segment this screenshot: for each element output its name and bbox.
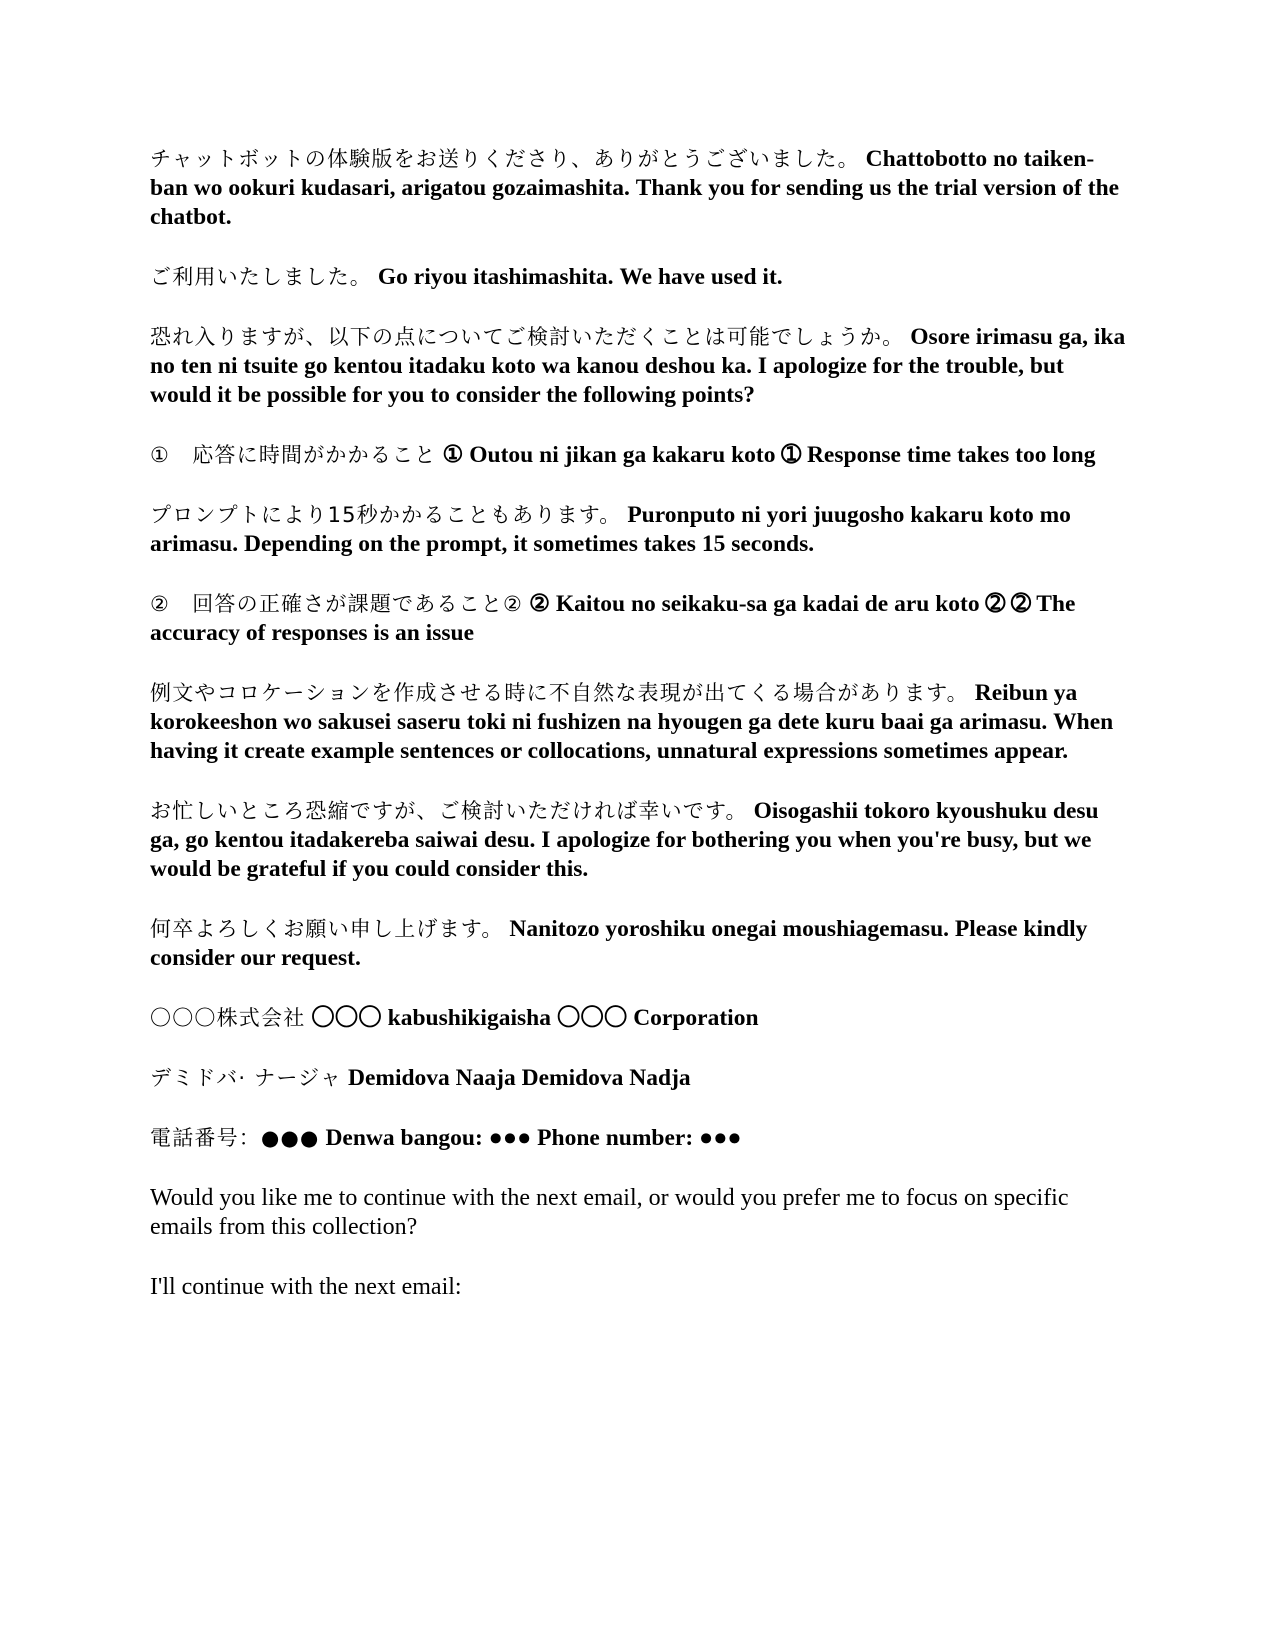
paragraph-point-1-response-time: [150, 441, 1130, 470]
paragraph-kind-regards: [150, 915, 1130, 973]
japanese-text: 〇〇〇株式会社: [150, 1006, 306, 1030]
romaji-text: Demidova Naaja: [347, 1065, 516, 1091]
signature-phone: [150, 1124, 1130, 1153]
english-text: Phone number: ●●●: [537, 1125, 742, 1151]
japanese-text: ご利用いたしました。: [150, 265, 372, 289]
paragraph-thanks-trial: [150, 145, 1130, 232]
romaji-text: ② Kaitou no seikaku-sa ga kadai de aru koto ➁: [528, 591, 1006, 617]
english-text: Please kindly consider our request.: [150, 916, 1088, 971]
continue-note: I'll continue with the next email:: [150, 1274, 462, 1300]
paragraph-used-it: [150, 263, 1130, 292]
paragraph-unnatural-expressions: [150, 679, 1130, 766]
japanese-text: チャットボットの体験版をお送りくださり、ありがとうございました。: [150, 147, 860, 171]
romaji-text: Nanitozo yoroshiku onegai moushiagemasu.: [509, 916, 950, 942]
romaji-text: Oisogashii tokoro kyoushuku desu ga, go kentou itadakereba saiwai desu.: [150, 798, 1099, 853]
romaji-text: 〇〇〇 kabushikigaisha: [311, 1005, 551, 1031]
romaji-text: Chattobotto no taiken-ban wo ookuri kudasari, arigatou gozaimashita.: [150, 146, 1095, 201]
romaji-text: Denwa bangou: ●●●: [325, 1125, 532, 1151]
email-translation-body: [150, 145, 1130, 1333]
english-text: Demidova Nadja: [521, 1065, 691, 1091]
japanese-text: 電話番号：●●●: [150, 1126, 320, 1150]
japanese-text: 恐れ入りますが、以下の点についてご検討いただくことは可能でしょうか。: [150, 325, 905, 349]
signature-name: [150, 1064, 1130, 1093]
english-text: When having it create example sentences or collocations, unnatural expressions sometimes appear.: [150, 709, 1114, 764]
closing-question: Would you like me to continue with the next email, or would you prefer me to focus on specific emails from this collection?: [150, 1185, 1069, 1240]
romaji-text: ① Outou ni jikan ga kakaru koto: [442, 442, 776, 468]
romaji-text: Reibun ya korokeeshon wo sakusei saseru toki ni fushizen na hyougen ga dete kuru baai ga arimasu.: [150, 680, 1078, 735]
romaji-text: Go riyou itashimashita.: [377, 264, 614, 290]
japanese-text: ① 応答に時間がかかること: [150, 443, 437, 467]
english-text: Thank you for sending us the trial version of the chatbot.: [150, 175, 1120, 230]
japanese-text: お忙しいところ恐縮ですが、ご検討いただければ幸いです。: [150, 799, 748, 823]
paragraph-point-2-accuracy: [150, 590, 1130, 648]
japanese-text: ② 回答の正確さが課題であること②: [150, 592, 524, 616]
paragraph-prompt-15-seconds: [150, 501, 1130, 559]
paragraph-apology-busy: [150, 797, 1130, 884]
english-text: ➀ Response time takes too long: [781, 442, 1096, 468]
english-text: Depending on the prompt, it sometimes takes 15 seconds.: [244, 531, 815, 557]
japanese-text: デミドバ· ナージャ: [150, 1066, 343, 1090]
romaji-text: Puronputo ni yori juugosho kakaru koto mo arimasu.: [150, 502, 1071, 557]
english-text: 〇〇〇 Corporation: [556, 1005, 759, 1031]
japanese-text: 例文やコロケーションを作成させる時に不自然な表現が出てくる場合があります。: [150, 681, 969, 705]
romaji-text: Osore irimasu ga, ika no ten ni tsuite go kentou itadaku koto wa kanou deshou ka.: [150, 324, 1126, 379]
english-text: I apologize for bothering you when you're busy, but we would be grateful if you could consider this.: [150, 827, 1092, 882]
japanese-text: プロンプトにより15秒かかることもあります。: [150, 503, 622, 527]
english-text: ➁ The accuracy of responses is an issue: [150, 591, 1076, 646]
english-text: We have used it.: [619, 264, 783, 290]
signature-company: [150, 1004, 1130, 1033]
english-text: I apologize for the trouble, but would it be possible for you to consider the following points?: [150, 353, 1064, 408]
paragraph-request-consideration: [150, 323, 1130, 410]
japanese-text: 何卒よろしくお願い申し上げます。: [150, 917, 504, 941]
